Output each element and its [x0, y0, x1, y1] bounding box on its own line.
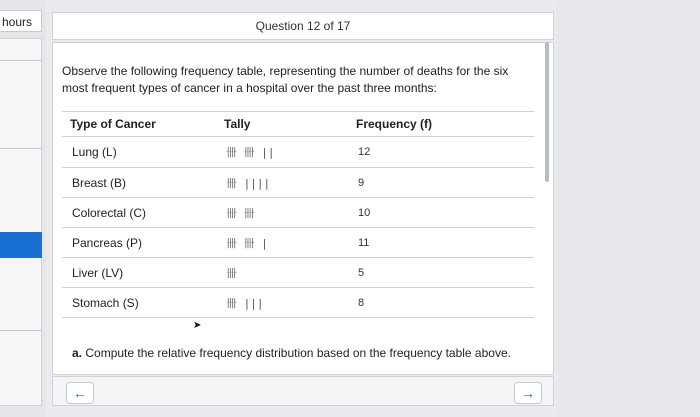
next-button[interactable]	[514, 382, 542, 404]
question-a-text: Compute the relative frequency distribution based on the frequency table above.	[85, 346, 511, 360]
column-header-frequency: Frequency (f)	[348, 112, 534, 137]
divider	[0, 148, 42, 149]
mouse-cursor-icon: ➤	[193, 320, 202, 331]
cancer-type: Pancreas (P)	[62, 228, 216, 258]
cancer-type: Lung (L)	[62, 137, 216, 168]
cancer-type: Stomach (S)	[62, 288, 216, 318]
question-a	[72, 346, 511, 360]
navigation-bar	[52, 376, 554, 406]
left-sidebar	[0, 0, 46, 417]
tally-marks: 卌 卌	[216, 198, 348, 228]
table-row	[62, 168, 534, 198]
table-header-row	[62, 112, 534, 137]
question-a-label: a.	[72, 346, 83, 360]
question-counter: Question 12 of 17	[255, 19, 351, 33]
frequency-table	[62, 111, 534, 318]
intro-text: Observe the following frequency table, representing the number of deaths for the six most frequent types of cancer in a hospital over the past three months:	[62, 64, 509, 95]
frequency-value: 5	[348, 258, 534, 288]
hours-tab[interactable]: hours	[0, 10, 42, 32]
previous-button[interactable]	[66, 382, 94, 404]
tally-marks: 卌 |||	[216, 288, 348, 318]
left-panel	[0, 38, 42, 406]
divider	[0, 330, 42, 331]
table-row	[62, 137, 534, 168]
tally-marks: 卌 ||||	[216, 168, 348, 198]
cancer-type: Liver (LV)	[62, 258, 216, 288]
frequency-value: 9	[348, 168, 534, 198]
frequency-value: 11	[348, 228, 534, 258]
cancer-type: Colorectal (C)	[62, 198, 216, 228]
arrow-left-icon: ←	[73, 385, 87, 401]
tally-marks: 卌 卌 |	[216, 228, 348, 258]
question-header	[52, 12, 554, 40]
tally-marks: 卌 卌 ||	[216, 137, 348, 168]
selected-item[interactable]	[0, 232, 42, 258]
tally-marks: 卌	[216, 258, 348, 288]
table-row	[62, 288, 534, 318]
arrow-right-icon: →	[521, 385, 535, 401]
cancer-type: Breast (B)	[62, 168, 216, 198]
column-header-type: Type of Cancer	[62, 112, 216, 137]
frequency-value: 8	[348, 288, 534, 318]
table-row	[62, 258, 534, 288]
table-row	[62, 198, 534, 228]
frequency-value: 12	[348, 137, 534, 168]
column-header-tally: Tally	[216, 112, 348, 137]
background-right	[556, 0, 700, 417]
scrollbar[interactable]	[545, 42, 549, 182]
table-row	[62, 228, 534, 258]
frequency-value: 10	[348, 198, 534, 228]
divider	[0, 60, 42, 61]
